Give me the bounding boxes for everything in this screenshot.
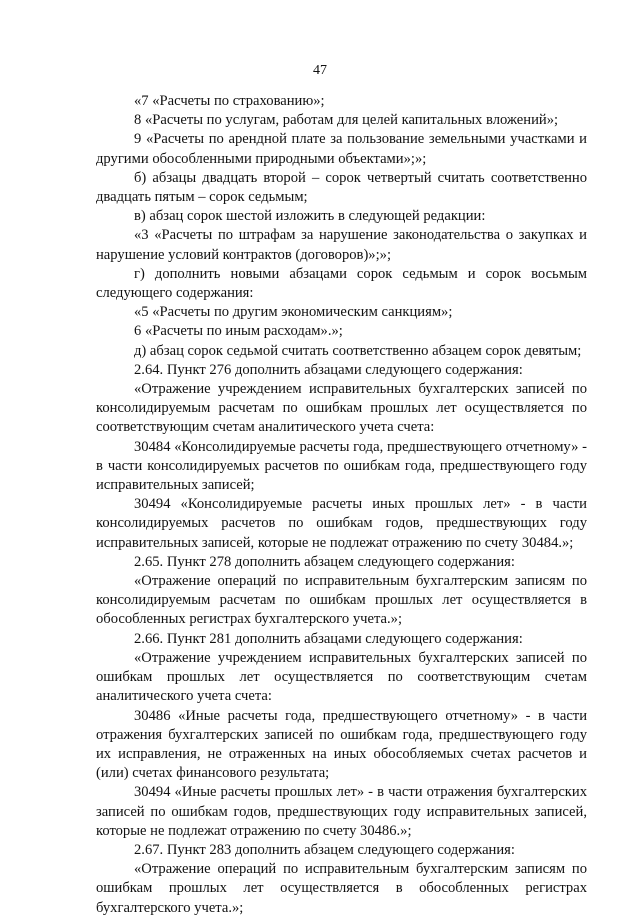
paragraph-9: 6 «Расчеты по иным расходам».»; [134, 323, 343, 340]
paragraph-2: 8 «Расчеты по услугам, работам для целей капитальных вложений»; [134, 112, 559, 129]
paragraph-21: 2.67. Пункт 283 дополнить абзацем следующего содержания: [134, 841, 515, 858]
paragraph-15: 2.65. Пункт 278 дополнить абзацем следующего содержания: [134, 553, 515, 570]
paragraph-14: 30494 «Консолидируемые расчеты иных прошлых лет» - в части консолидируемых расчетов по ошибкам годов, предшествующих году исправительных записей, которые не подлежат отражению по счету 30484.»; [96, 496, 587, 551]
paragraph-12: «Отражение учреждением исправительных бухгалтерских записей по консолидируемым расчетам по ошибкам прошлых лет осуществляется по соответствующим счетам аналитического учета счета: [96, 381, 587, 436]
paragraph-13: 30484 «Консолидируемые расчеты года, предшествующего отчетному» - в части консолидируемых расчетов по ошибкам года, предшествующего году исправительных записей; [96, 438, 587, 494]
paragraph-18: «Отражение учреждением исправительных бухгалтерских записей по ошибкам прошлых лет осуществляется по соответствующим счетам аналитического учета счета: [96, 649, 587, 705]
paragraph-1: «7 «Расчеты по страхованию»; [134, 93, 325, 109]
paragraph-19: 30486 «Иные расчеты года, предшествующего отчетному» - в части отражения бухгалтерских записей по ошибкам года, предшествующего году их исправления, не отраженных на иных обособляемых счетах расчетов и (или) счетах финансового результата; [96, 707, 587, 782]
paragraph-5: в) абзац сорок шестой изложить в следующей редакции: [134, 208, 486, 225]
paragraph-17: 2.66. Пункт 281 дополнить абзацами следующего содержания: [134, 630, 523, 647]
document-body [96, 92, 587, 918]
paragraph-4: б) абзацы двадцать второй – сорок четвертый считать соответственно двадцать пятым – сорок седьмым; [96, 169, 587, 206]
paragraph-11: 2.64. Пункт 276 дополнить абзацами следующего содержания: [134, 361, 523, 378]
paragraph-22: «Отражение операций по исправительным бухгалтерским записям по ошибкам прошлых лет осуществляется в обособленных регистрах бухгалтерского учета.»; [96, 861, 587, 916]
page-number: 47 [313, 63, 327, 78]
paragraph-7: г) дополнить новыми абзацами сорок седьмым и сорок восьмым следующего содержания: [96, 265, 587, 302]
paragraph-3: 9 «Расчеты по арендной плате за пользование земельными участками и другими обособленными природными объектами»;»; [96, 131, 587, 167]
paragraph-16: «Отражение операций по исправительным бухгалтерским записям по консолидируемым расчетам по ошибкам прошлых лет осуществляется в обособленных регистрах бухгалтерского учета.»; [96, 573, 587, 628]
paragraph-6: «3 «Расчеты по штрафам за нарушение законодательства о закупках и нарушение условий контрактов (договоров)»;»; [96, 227, 587, 263]
paragraph-20: 30494 «Иные расчеты прошлых лет» - в части отражения бухгалтерских записей по ошибкам годов, предшествующих году исправительных записей, которые не подлежат отражению по счету 30486.»; [96, 784, 587, 839]
paragraph-8: «5 «Расчеты по другим экономическим санкциям»; [134, 304, 453, 321]
paragraph-10: д) абзац сорок седьмой считать соответственно абзацем сорок девятым; [134, 342, 582, 359]
